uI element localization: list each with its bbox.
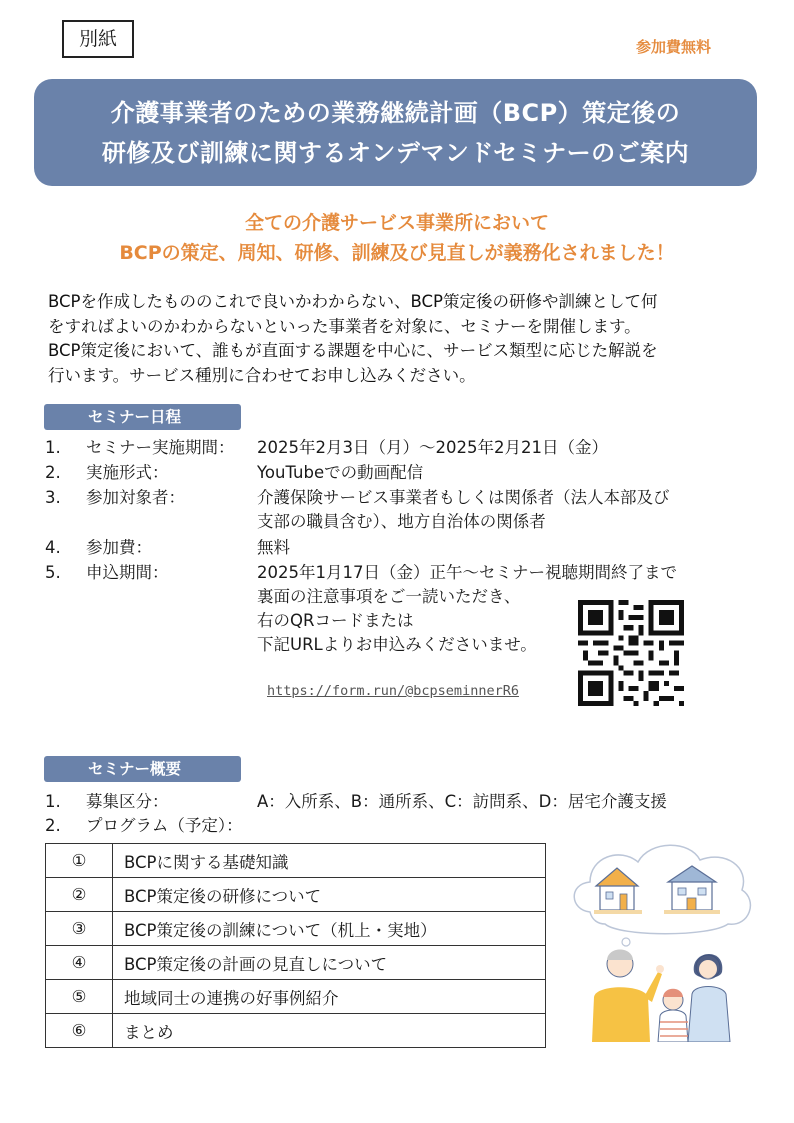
item-value: YouTubeでの動画配信 [257,463,424,482]
program-mark: ① [46,844,113,878]
mandate-line-2: BCPの策定、周知、研修、訓練及び見直しが義務化されました！ [119,242,675,264]
item-value: 2025年1月17日（金）正午～セミナー視聴期間終了まで [257,563,677,582]
mandate-line-1: 全ての介護サービス事業所において [244,212,549,234]
family-illustration [560,832,760,1042]
item-number: 2. [45,463,61,482]
item-number: 4. [45,538,61,557]
qr-code-icon[interactable] [578,600,684,706]
program-mark: ② [46,878,113,912]
title-line-1: 介護事業者のための業務継続計画（BCP）策定後の [110,99,681,127]
intro-line: 行います。サービス種別に合わせてお申し込みください。 [48,365,476,385]
item-number: 3. [45,488,61,507]
item-number: 5. [45,563,61,582]
man-figure [592,950,664,1043]
title-line-2: 研修及び訓練に関するオンデマンドセミナーのご案内 [101,139,690,167]
table-row [46,912,546,946]
item-value-continued: 支部の職員含む）、地方自治体の関係者 [257,512,546,531]
item-label: セミナー実施期間： [86,438,235,457]
item-value: A：入所系、B：通所系、C：訪問系、D：居宅介護支援 [257,792,667,811]
table-row [46,878,546,912]
program-text: 地域同士の連携の好事例紹介 [113,980,546,1014]
intro-paragraph [48,290,760,388]
table-row [46,980,546,1014]
table-row [46,946,546,980]
program-text: BCP策定後の計画の見直しについて [113,946,546,980]
item-label: 参加費： [86,538,152,557]
overview-heading: セミナー概要 [44,756,241,782]
program-mark: ④ [46,946,113,980]
attachment-label: 別紙 [62,20,134,58]
intro-line: をすればよいのかわからないといった事業者を対象に、セミナーを開催します。 [48,316,641,336]
mandate-notice [0,208,794,268]
item-number: 1. [45,438,61,457]
title-banner [34,79,757,186]
program-text: まとめ [113,1014,546,1048]
fee-free-note: 参加費無料 [636,38,712,56]
apply-instruction: 右のQRコードまたは [257,611,414,630]
item-label: プログラム（予定）： [86,816,243,835]
intro-line: BCPを作成したもののこれで良いかわからない、BCP策定後の研修や訓練として何 [48,292,658,311]
program-text: BCPに関する基礎知識 [113,844,546,878]
item-label: 申込期間： [86,563,169,582]
intro-line: BCP策定後において、誰もが直面する課題を中心に、サービス類型に応じた解説を [48,341,658,360]
apply-instruction: 下記URLよりお申込みくださいませ。 [257,635,537,654]
program-text: BCP策定後の研修について [113,878,546,912]
item-number: 1. [45,792,61,811]
program-mark: ⑤ [46,980,113,1014]
woman-figure [688,954,730,1042]
program-text: BCP策定後の訓練について（机上・実地） [113,912,546,946]
application-url-link[interactable]: https://form.run/@bcpseminnerR6 [267,683,519,699]
item-label: 参加対象者： [86,488,185,507]
child-figure [658,989,688,1042]
apply-instruction: 裏面の注意事項をご一読いただき、 [257,587,521,606]
schedule-heading: セミナー日程 [44,404,241,430]
item-value: 介護保険サービス事業者もしくは関係者（法人本部及び [257,488,670,507]
item-number: 2. [45,816,61,835]
item-label: 実施形式： [86,463,169,482]
table-row [46,844,546,878]
item-value: 2025年2月3日（月）～2025年2月21日（金） [257,438,608,457]
program-mark: ③ [46,912,113,946]
program-table [45,843,546,1048]
item-label: 募集区分： [86,792,169,811]
table-row [46,1014,546,1048]
program-mark: ⑥ [46,1014,113,1048]
item-value: 無料 [257,538,290,557]
